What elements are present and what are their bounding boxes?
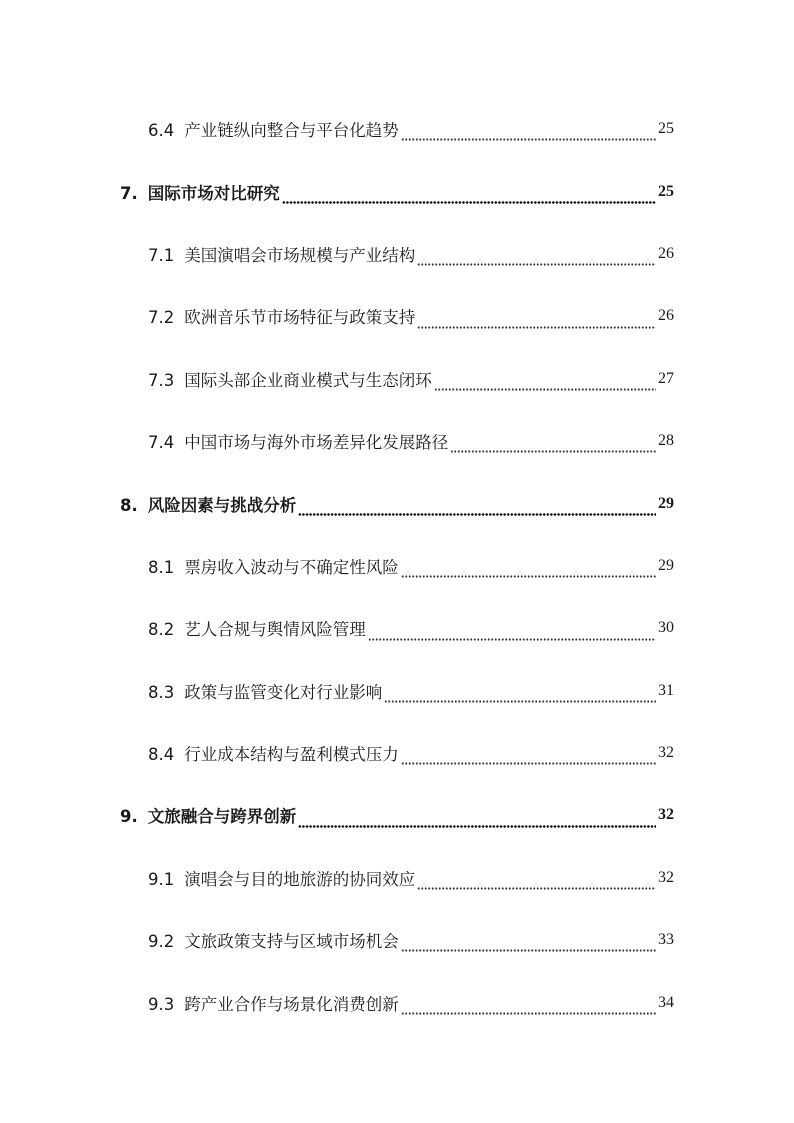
toc-entry-number: 6.4 <box>148 121 175 141</box>
toc-entry-title: 文旅融合与跨界创新 <box>147 807 297 827</box>
toc-dot-leader <box>368 627 656 641</box>
toc-section-entry[interactable] <box>0 722 794 784</box>
toc-chapter-entry[interactable] <box>0 472 794 534</box>
toc-entry-title: 跨产业合作与场景化消费创新 <box>184 994 399 1014</box>
toc-entry-title: 美国演唱会市场规模与产业结构 <box>184 245 416 265</box>
toc-dot-leader <box>401 564 656 578</box>
toc-entry-text <box>148 991 399 1015</box>
toc-chapter-entry[interactable] <box>0 784 794 846</box>
toc-entry-text <box>148 928 399 952</box>
toc-entry-number: 9.2 <box>148 932 175 952</box>
toc-entry-number: 9.1 <box>148 869 175 889</box>
toc-entry-number: 8. <box>120 495 138 515</box>
toc-entry-title: 国际头部企业商业模式与生态闭环 <box>184 370 432 390</box>
toc-entry-title: 政策与监管变化对行业影响 <box>184 682 383 702</box>
toc-section-entry[interactable] <box>0 223 794 285</box>
toc-entry-text <box>148 367 432 391</box>
toc-entry-title: 国际市场对比研究 <box>147 183 280 203</box>
toc-section-entry[interactable] <box>0 535 794 597</box>
toc-page-number: 25 <box>658 182 674 200</box>
toc-page-number: 32 <box>658 868 674 886</box>
toc-section-entry[interactable] <box>0 410 794 472</box>
toc-entry-number: 7.1 <box>148 245 175 265</box>
toc-entry-text <box>148 866 415 890</box>
toc-entry-number: 8.4 <box>148 745 175 765</box>
toc-page-number: 27 <box>658 369 674 387</box>
toc-dot-leader <box>401 751 656 765</box>
toc-page-number: 30 <box>658 619 674 637</box>
toc-section-entry[interactable] <box>0 348 794 410</box>
toc-entry-title: 行业成本结构与盈利模式压力 <box>184 745 399 765</box>
toc-dot-leader <box>384 689 656 703</box>
toc-section-entry[interactable] <box>0 847 794 909</box>
toc-entry-text <box>148 741 399 765</box>
toc-entry-number: 8.3 <box>148 682 175 702</box>
toc-entry-number: 9. <box>120 807 138 827</box>
toc-dot-leader <box>298 814 656 828</box>
toc-entry-text <box>148 616 366 640</box>
toc-dot-leader <box>434 377 656 391</box>
toc-entry-title: 票房收入波动与不确定性风险 <box>184 557 399 577</box>
toc-entry-title: 演唱会与目的地旅游的协同效应 <box>184 869 416 889</box>
toc-entry-text <box>120 492 296 516</box>
toc-page-number: 31 <box>658 681 674 699</box>
toc-entry-text <box>148 429 448 453</box>
toc-entry-number: 8.2 <box>148 620 175 640</box>
toc-dot-leader <box>417 315 656 329</box>
toc-entry-title: 欧洲音乐节市场特征与政策支持 <box>184 308 416 328</box>
toc-entry-text <box>148 679 382 703</box>
toc-dot-leader <box>417 252 656 266</box>
toc-entry-text <box>148 242 415 266</box>
toc-page-number: 32 <box>658 806 674 824</box>
toc-entry-title: 产业链纵向整合与平台化趋势 <box>184 121 399 141</box>
toc-entry-title: 风险因素与挑战分析 <box>147 495 297 515</box>
toc-page-number: 34 <box>658 993 674 1011</box>
toc-entry-number: 7.3 <box>148 370 175 390</box>
toc-entry-text <box>120 803 296 827</box>
toc-page-number: 26 <box>658 244 674 262</box>
toc-dot-leader <box>298 502 656 516</box>
toc-dot-leader <box>401 127 656 141</box>
toc-entry-title: 中国市场与海外市场差异化发展路径 <box>184 433 449 453</box>
toc-page-number: 29 <box>658 494 674 512</box>
toc-dot-leader <box>450 439 656 453</box>
toc-chapter-entry[interactable] <box>0 160 794 222</box>
toc-entry-title: 艺人合规与舆情风险管理 <box>184 620 366 640</box>
toc-entry-title: 文旅政策支持与区域市场机会 <box>184 932 399 952</box>
toc-entry-text <box>148 304 415 328</box>
toc-page-number: 29 <box>658 556 674 574</box>
toc-page-number: 25 <box>658 120 674 138</box>
toc-dot-leader <box>401 1001 656 1015</box>
toc-section-entry[interactable] <box>0 285 794 347</box>
toc-page-number: 28 <box>658 432 674 450</box>
toc-dot-leader <box>401 938 656 952</box>
toc-entry-number: 7.2 <box>148 308 175 328</box>
toc-entry-number: 7.4 <box>148 433 175 453</box>
toc-page-number: 32 <box>658 744 674 762</box>
toc-entry-text <box>120 180 280 204</box>
toc-entry-number: 8.1 <box>148 557 175 577</box>
toc-page-number: 26 <box>658 307 674 325</box>
toc-section-entry[interactable] <box>0 98 794 160</box>
toc-entry-text <box>148 554 399 578</box>
toc-section-entry[interactable] <box>0 597 794 659</box>
toc-entry-number: 7. <box>120 183 138 203</box>
toc-entry-text <box>148 117 399 141</box>
toc-dot-leader <box>282 190 656 204</box>
toc-section-entry[interactable] <box>0 909 794 971</box>
table-of-contents <box>0 98 794 1034</box>
toc-page-number: 33 <box>658 931 674 949</box>
toc-section-entry[interactable] <box>0 971 794 1033</box>
toc-section-entry[interactable] <box>0 660 794 722</box>
toc-entry-number: 9.3 <box>148 994 175 1014</box>
toc-dot-leader <box>417 876 656 890</box>
